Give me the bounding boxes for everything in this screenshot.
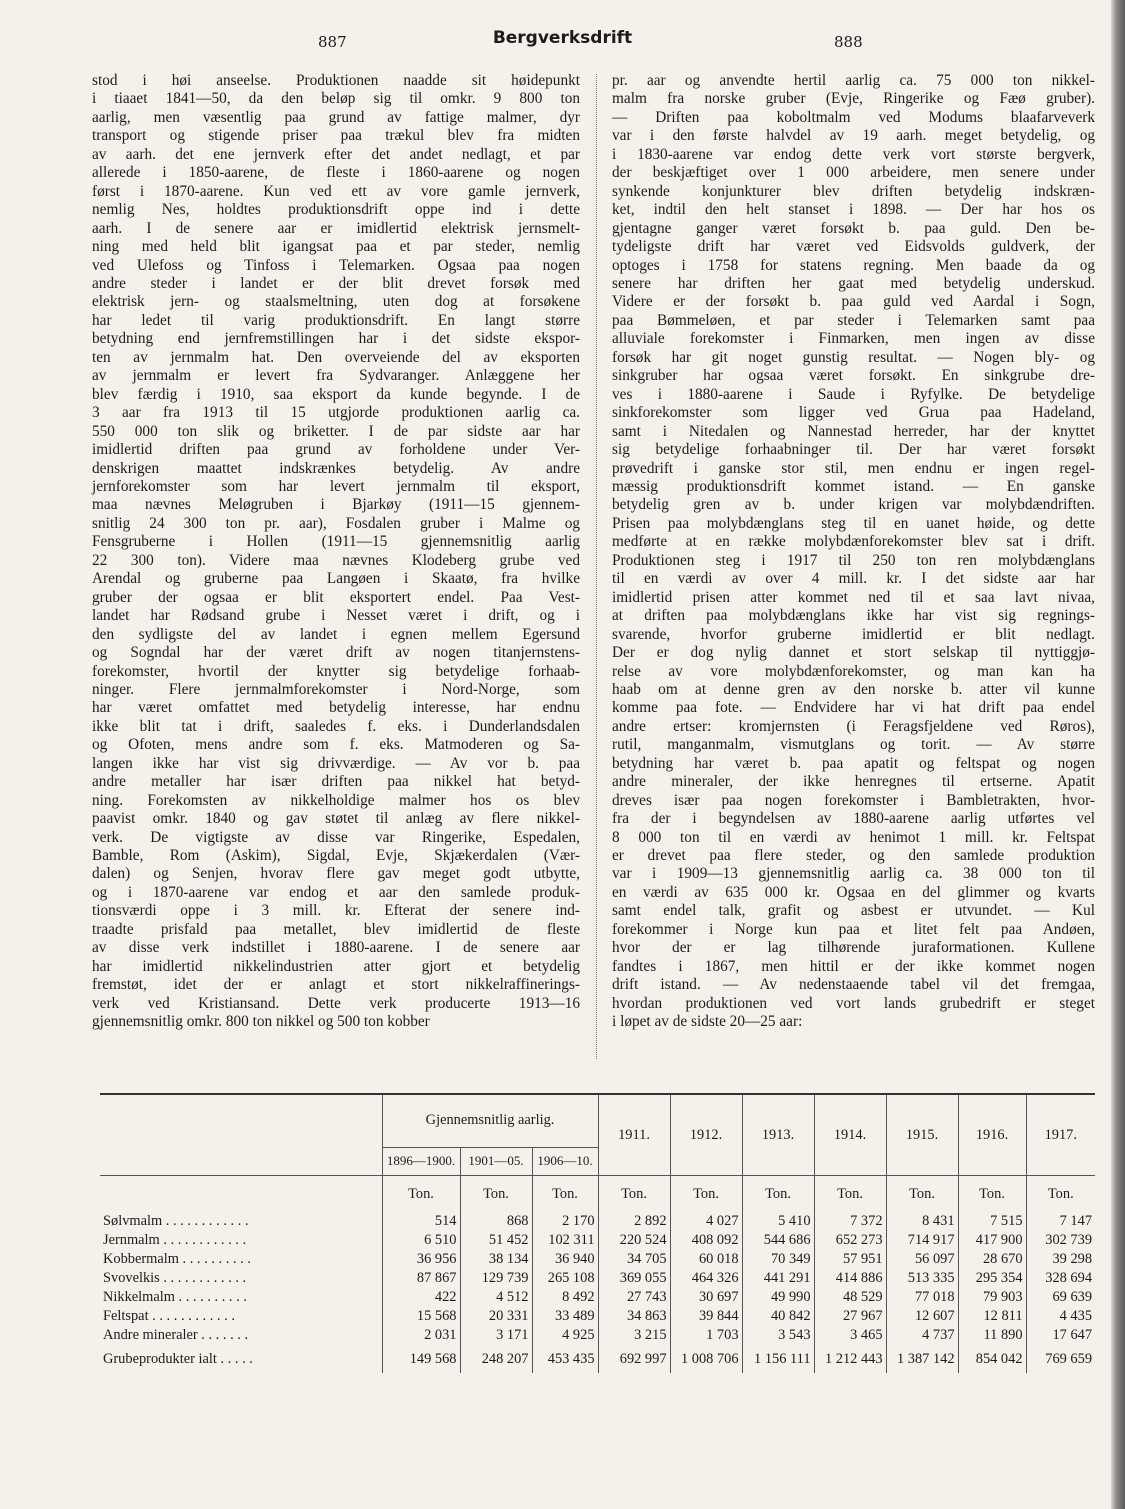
table-cell: 868 [460, 1212, 532, 1231]
text-line: verk ved Kristiansand. Dette verk producerte 1913—16 [92, 994, 580, 1012]
text-line: paavist omkr. 1840 og gav støtet til anlæg av flere nikkel- [92, 810, 580, 828]
row-label: Kobbermalm . . . . . . . . . . [103, 1251, 251, 1267]
text-line: 3 aar fra 1913 til 15 utgjorde produktionen aarlig ca. [92, 404, 580, 422]
table-cell: 69 639 [1026, 1288, 1095, 1307]
text-line: ket, indtil den helt stanset i 1898. — Der har hos os [612, 201, 1095, 219]
year-header: 1914. [814, 1094, 886, 1176]
table-cell: 8 431 [886, 1212, 958, 1231]
year-header: 1917. [1026, 1094, 1095, 1176]
table-cell: 20 331 [460, 1307, 532, 1326]
text-line: imidlertid driften paa grund av forholdene under Ver- [92, 441, 580, 459]
table-cell: 248 207 [460, 1345, 532, 1373]
text-line: har ledet til varig produktionsdrift. En langt større [92, 311, 580, 329]
text-line: andre metaller har især driften paa nikkel hat betyd- [92, 773, 580, 791]
text-line: synkende konjunkturer blev driften betydelig indskræn- [612, 182, 1095, 200]
table-cell: 4 512 [460, 1288, 532, 1307]
text-line: av disse verk indstillet i 1880-aarene. I de senere aar [92, 939, 580, 957]
text-line: malm fra norske gruber (Evje, Ringerike og Fæø gruber). [612, 90, 1095, 108]
text-line: — Driften paa koboltmalm ved Modums blaafarveverk [612, 108, 1095, 126]
text-line: rutil, manganmalm, vismutglans og torit. — Av større [612, 736, 1095, 754]
year-header: 1915. [886, 1094, 958, 1176]
table-cell: 7 372 [814, 1212, 886, 1231]
year-header: 1911. [598, 1094, 670, 1176]
text-line: sig betydelige forhaabninger til. Der har været forsøkt [612, 441, 1095, 459]
text-line: av jernmalm er levert fra Sydvaranger. Anlæggene her [92, 367, 580, 385]
table-cell: 1 703 [670, 1326, 742, 1345]
text-line: landet har Rødsand grube i Nesset været i drift, og i [92, 607, 580, 625]
table-body [100, 1212, 1095, 1373]
text-line: forsøk har git noget gunstig resultat. — Nogen bly- og [612, 348, 1095, 366]
book-edge [1111, 0, 1125, 1509]
text-line: allerede i 1850-aarene, de fleste i 1860-aarene og nogen [92, 164, 580, 182]
table-cell: 328 694 [1026, 1269, 1095, 1288]
row-label: Jernmalm . . . . . . . . . . . . [103, 1232, 247, 1248]
table-cell: 5 410 [742, 1212, 814, 1231]
table-cell: 102 311 [532, 1231, 598, 1250]
period-header: 1896—1900. [382, 1147, 460, 1175]
text-line: stod i høi anseelse. Produktionen naadde sit høidepunkt [92, 72, 580, 89]
table-row [100, 1269, 1095, 1288]
text-line: ikke blit tat i drift, saaledes f. eks. i Dunderlandsdalen [92, 717, 580, 735]
text-line: ning. Forekomsten av nikkelholdige malmer hos os blev [92, 791, 580, 809]
table-cell: 441 291 [742, 1269, 814, 1288]
text-line: tionsværdi oppe i 3 mill. kr. Efterat der senere ind- [92, 902, 580, 920]
unit-cell: Ton. [886, 1176, 958, 1213]
table-cell: 295 354 [958, 1269, 1026, 1288]
text-line: samt i Nitedalen og Nannestad herreder, har der knyttet [612, 422, 1095, 440]
unit-cell: Ton. [382, 1176, 460, 1213]
unit-row [100, 1176, 1095, 1213]
text-line: først i 1870-aarene. Kun ved ett av vore gamle jernverk, [92, 182, 580, 200]
table-cell: 48 529 [814, 1288, 886, 1307]
table-cell: 414 886 [814, 1269, 886, 1288]
row-label: Andre mineraler . . . . . . . [103, 1327, 249, 1343]
text-line: i tiaaet 1841—50, da den beløp sig til omkr. 9 800 ton [92, 90, 580, 108]
text-line: var i den første halvdel av 19 aarh. meget betydelig, og [612, 127, 1095, 145]
table-cell: 4 027 [670, 1212, 742, 1231]
table-cell: 265 108 [532, 1269, 598, 1288]
text-line: Prisen paa molybdænglans steg til en uanet høide, og dette [612, 514, 1095, 532]
text-line: blev færdig i 1910, saa eksport da kunde begynde. I de [92, 385, 580, 403]
text-line: ved Ulefoss og Tinfoss i Telemarken. Ogsaa paa nogen [92, 256, 580, 274]
unit-cell: Ton. [670, 1176, 742, 1213]
text-line: Produktionen steg i 1917 til 250 ton ren molybdænglans [612, 551, 1095, 569]
text-line: dalen) og Senjen, hvorav flere gav meget godt utbytte, [92, 865, 580, 883]
text-line: aarh. I de senere aar er imidlertid elektrisk jernsmelt- [92, 219, 580, 237]
text-line: forekommer i Norge kun paa et litet felt paa Andøen, [612, 920, 1095, 938]
text-line: gruber der ogsaa er blit eksportert endel. Paa Vest- [92, 588, 580, 606]
table-cell: 4 737 [886, 1326, 958, 1345]
text-line: betydning har været b. paa apatit og feltspat og nogen [612, 754, 1095, 772]
text-line: traadte prisfald paa metallet, blev imidlertid de fleste [92, 920, 580, 938]
text-line: samt endel talk, grafit og asbest er utvundet. — Kul [612, 902, 1095, 920]
text-line: optoges i 1758 for statens regning. Men baade da og [612, 256, 1095, 274]
text-line: til en værdi av over 4 mill. kr. I det sidste aar har [612, 570, 1095, 588]
production-table [100, 1093, 1095, 1373]
year-header: 1912. [670, 1094, 742, 1176]
text-line: senere har driften her gaat med betydelig underskud. [612, 274, 1095, 292]
table-row [100, 1212, 1095, 1231]
text-line: paa Bømmeløen, et par steder i Telemarken samt paa [612, 311, 1095, 329]
table-cell: 77 018 [886, 1288, 958, 1307]
table-cell: 714 917 [886, 1231, 958, 1250]
table-cell: 1 212 443 [814, 1345, 886, 1373]
table-cell: 39 298 [1026, 1250, 1095, 1269]
table-row [100, 1231, 1095, 1250]
row-label: Feltspat . . . . . . . . . . . . [103, 1308, 235, 1324]
text-line: i 1830-aarene var endog dette verk vort største bergverk, [612, 145, 1095, 163]
table-cell: 7 515 [958, 1212, 1026, 1231]
text-line: Arendal og gruberne paa Langøen i Skaatø, fra hvilke [92, 570, 580, 588]
year-header: 1916. [958, 1094, 1026, 1176]
table-cell: 36 956 [382, 1250, 460, 1269]
text-line: er drevet paa flere steder, og den samlede produktion [612, 847, 1095, 865]
table-cell: 87 867 [382, 1269, 460, 1288]
table-cell: 39 844 [670, 1307, 742, 1326]
text-line: at driften paa molybdænglans ikke har vist sig regnings- [612, 607, 1095, 625]
table-cell: 15 568 [382, 1307, 460, 1326]
text-line: denskrigen maattet indskrænkes betydelig. Av andre [92, 459, 580, 477]
text-line: dreves især paa nogen forekomster i Bambletrakten, hvor- [612, 791, 1095, 809]
text-column-left [92, 72, 580, 1032]
page-number-left: 887 [318, 33, 347, 51]
text-line: 22 300 ton). Videre maa nævnes Klodeberg grube ved [92, 551, 580, 569]
text-line: Bamble, Rom (Askim), Sigdal, Evje, Skjækerdalen (Vær- [92, 847, 580, 865]
table-cell: 302 739 [1026, 1231, 1095, 1250]
row-label: Svovelkis . . . . . . . . . . . . [103, 1270, 247, 1286]
text-line: en værdi av 635 000 kr. Ogsaa en del glimmer og kvarts [612, 883, 1095, 901]
text-line: tydeligste drift har været ved Eidsvolds guldverk, der [612, 238, 1095, 256]
period-header: 1906—10. [532, 1147, 598, 1175]
page-number-right: 888 [834, 33, 863, 51]
unit-cell: Ton. [958, 1176, 1026, 1213]
table-row [100, 1326, 1095, 1345]
table-cell: 27 743 [598, 1288, 670, 1307]
text-line: sinkforekomster som ligger ved Grua paa Hadeland, [612, 404, 1095, 422]
text-line: sinkgruber har ogsaa været forsøkt. En sinkgrube dre- [612, 367, 1095, 385]
text-line: andre ertser: kromjernsten (i Feragsfjeldene ved Røros), [612, 717, 1095, 735]
table-cell: 7 147 [1026, 1212, 1095, 1231]
unit-cell: Ton. [814, 1176, 886, 1213]
text-line: der beskjæftiget over 1 000 arbeidere, men senere under [612, 164, 1095, 182]
table-cell: 220 524 [598, 1231, 670, 1250]
table-cell: 544 686 [742, 1231, 814, 1250]
text-line: gjennemsnitlig omkr. 800 ton nikkel og 500 ton kobber [92, 1013, 430, 1031]
table-cell: 652 273 [814, 1231, 886, 1250]
text-line: i løpet av de sidste 20—25 aar: [612, 1013, 803, 1031]
text-line: Videre er der forsøkt b. paa guld ved Aardal i Sogn, [612, 293, 1095, 311]
table-cell: 38 134 [460, 1250, 532, 1269]
text-line: svarende, hvorfor gruberne imidlertid er blit nedlagt. [612, 625, 1095, 643]
table-cell: 464 326 [670, 1269, 742, 1288]
table-cell: 149 568 [382, 1345, 460, 1373]
text-line: ninger. Flere jernmalmforekomster i Nord-Norge, som [92, 680, 580, 698]
unit-cell: Ton. [742, 1176, 814, 1213]
text-line: Der er dog nylig dannet et stort selskap til nyttiggjø- [612, 644, 1095, 662]
table-cell: 34 705 [598, 1250, 670, 1269]
table-cell: 513 335 [886, 1269, 958, 1288]
text-line: fandtes i 1867, men hittil er der ikke kommet nogen [612, 957, 1095, 975]
text-line: alluviale forekomster i Finmarken, men ingen av disse [612, 330, 1095, 348]
text-line: fra der i begyndelsen av 1880-aarene aarlig utførtes vel [612, 810, 1095, 828]
table-cell: 12 607 [886, 1307, 958, 1326]
text-line: maa nævnes Meløgruben i Bjarkøy (1911—15 gjennem- [92, 496, 580, 514]
table-cell: 60 018 [670, 1250, 742, 1269]
text-line: betydning end jernfremstillingen har i det sidste ekspor- [92, 330, 580, 348]
table-corner [100, 1094, 382, 1176]
text-line: drift istand. — Av nedenstaaende tabel vil det fremgaa, [612, 976, 1095, 994]
column-divider [596, 74, 597, 1059]
text-line: prøvedrift i ganske stor stil, men endnu er ingen regel- [612, 459, 1095, 477]
table-cell: 1 156 111 [742, 1345, 814, 1373]
text-line: har været omfattet med betydelig interesse, har endnu [92, 699, 580, 717]
text-line: hvor der er lag tilhørende juraformationen. Kullene [612, 939, 1095, 957]
text-line: verk. De vigtigste av disse var Ringerike, Espedalen, [92, 828, 580, 846]
text-line: langen ikke har vist sig drivværdige. — Av vor b. paa [92, 754, 580, 772]
text-line: og i 1870-aarene var endog et aar den samlede produk- [92, 883, 580, 901]
text-line: jernforekomster som har levert jernmalm til eksport, [92, 477, 580, 495]
table-cell: 51 452 [460, 1231, 532, 1250]
table-cell: 3 543 [742, 1326, 814, 1345]
text-line: har imidlertid nikkelindustrien atter gjort et betydelig [92, 957, 580, 975]
text-line: ten av jernmalm hat. Den overveiende del av eksporten [92, 348, 580, 366]
text-line: transport og stigende priser paa trækul blev fra midten [92, 127, 580, 145]
table-row [100, 1250, 1095, 1269]
table-cell: 56 097 [886, 1250, 958, 1269]
table-cell: 17 647 [1026, 1326, 1095, 1345]
text-line: den sydligste del av landet i egnen mellem Egersund [92, 625, 580, 643]
text-line: og Sogndal har der været drift av nogen titanjernstens- [92, 644, 580, 662]
table-cell: 408 092 [670, 1231, 742, 1250]
period-header: 1901—05. [460, 1147, 532, 1175]
table-cell: 49 990 [742, 1288, 814, 1307]
text-line: imidlertid prisen atter kommet ned til et saa lavt nivaa, [612, 588, 1095, 606]
text-line: aarlig, men væsentlig paa grund av fattige malmer, dyr [92, 108, 580, 126]
text-line: av aarh. det ene jernverk efter det andet nedlagt, et par [92, 145, 580, 163]
table-cell: 422 [382, 1288, 460, 1307]
text-line: medførte at en række molybdænforekomster blev sat i drift. [612, 533, 1095, 551]
table-cell: 79 903 [958, 1288, 1026, 1307]
unit-cell: Ton. [598, 1176, 670, 1213]
text-line: pr. aar og anvendte hertil aarlig ca. 75 000 ton nikkel- [612, 72, 1095, 89]
text-line: hvordan produktionen ved vort lands grubedrift er steget [612, 994, 1095, 1012]
table-cell: 129 739 [460, 1269, 532, 1288]
text-line: var i 1909—13 gjennemsnitlig aarlig ca. 38 000 ton til [612, 865, 1095, 883]
text-line: ning med held blit igangsat paa et par steder, nemlig [92, 238, 580, 256]
text-line: 550 000 ton slik og briketter. I de par sidste aar har [92, 422, 580, 440]
table-cell: 70 349 [742, 1250, 814, 1269]
text-column-right [612, 72, 1095, 1032]
table-cell: 28 670 [958, 1250, 1026, 1269]
table-row [100, 1307, 1095, 1326]
table-cell: 514 [382, 1212, 460, 1231]
table-cell: 36 940 [532, 1250, 598, 1269]
text-line: og Ofoten, mens andre som f. eks. Matmoderen og Sa- [92, 736, 580, 754]
table-cell: 2 170 [532, 1212, 598, 1231]
text-line: mæssig produktionsdrift kommet istand. — En ganske [612, 477, 1095, 495]
table-cell: 2 892 [598, 1212, 670, 1231]
table-cell: 2 031 [382, 1326, 460, 1345]
table-row [100, 1288, 1095, 1307]
text-line: andre steder i landet er der blit drevet forsøk med [92, 274, 580, 292]
unit-spacer [100, 1176, 382, 1213]
table-cell: 8 492 [532, 1288, 598, 1307]
table-cell: 369 055 [598, 1269, 670, 1288]
table-cell: 33 489 [532, 1307, 598, 1326]
table-cell: 40 842 [742, 1307, 814, 1326]
table-cell: 769 659 [1026, 1345, 1095, 1373]
table-cell: 1 387 142 [886, 1345, 958, 1373]
table-cell: 11 890 [958, 1326, 1026, 1345]
year-header: 1913. [742, 1094, 814, 1176]
text-line: forekomster, hvortil der knytter sig betydelige forhaab- [92, 662, 580, 680]
table-cell: 692 997 [598, 1345, 670, 1373]
unit-cell: Ton. [1026, 1176, 1095, 1213]
table-cell: 3 465 [814, 1326, 886, 1345]
text-line: 8 000 ton til en værdi av henimot 1 mill. kr. Feltspat [612, 828, 1095, 846]
text-line: snitlig 24 300 ton pr. aar), Fosdalen gruber i Malme og [92, 514, 580, 532]
row-label: Grubeprodukter ialt . . . . . [103, 1350, 253, 1367]
table-cell: 27 967 [814, 1307, 886, 1326]
table-cell: 854 042 [958, 1345, 1026, 1373]
table-cell: 453 435 [532, 1345, 598, 1373]
text-line: betydelig gren av b. under krigen var molybdændriften. [612, 496, 1095, 514]
table-cell: 417 900 [958, 1231, 1026, 1250]
row-label: Nikkelmalm . . . . . . . . . . [103, 1289, 247, 1305]
table-cell: 3 215 [598, 1326, 670, 1345]
unit-cell: Ton. [460, 1176, 532, 1213]
text-line: ves i 1880-aarene i Saude i Ryfylke. De betydelige [612, 385, 1095, 403]
table-cell: 1 008 706 [670, 1345, 742, 1373]
table-cell: 3 171 [460, 1326, 532, 1345]
table-cell: 4 925 [532, 1326, 598, 1345]
table-cell: 30 697 [670, 1288, 742, 1307]
page-title: Bergverksdrift [492, 28, 633, 48]
text-line: relse av vore molybdænforekomster, og man kan ha [612, 662, 1095, 680]
table-cell: 12 811 [958, 1307, 1026, 1326]
text-line: komme paa fote. — Endvidere har vi hat drift paa endel [612, 699, 1095, 717]
table-cell: 57 951 [814, 1250, 886, 1269]
table-group-header: Gjennemsnitlig aarlig. [382, 1094, 598, 1147]
text-line: elektrisk jern- og staalsmeltning, uten dog at forsøkene [92, 293, 580, 311]
text-line: Fensgruberne i Hollen (1911—15 gjennemsnitlig aarlig [92, 533, 580, 551]
text-line: haab om at denne gren av den norske b. atter vil kunne [612, 680, 1095, 698]
row-label: Sølvmalm . . . . . . . . . . . . [103, 1213, 249, 1229]
text-line: fremstøt, idet der er anlagt et stort nikkelraffinerings- [92, 976, 580, 994]
text-line: gjentagne ganger været forsøkt b. paa guld. Den be- [612, 219, 1095, 237]
unit-cell: Ton. [532, 1176, 598, 1213]
total-row [100, 1345, 1095, 1373]
text-line: nemlig Nes, holdtes produktionsdrift oppe ind i dette [92, 201, 580, 219]
text-line: andre mineraler, der ikke henregnes til ertserne. Apatit [612, 773, 1095, 791]
table-cell: 6 510 [382, 1231, 460, 1250]
table-cell: 4 435 [1026, 1307, 1095, 1326]
table-cell: 34 863 [598, 1307, 670, 1326]
